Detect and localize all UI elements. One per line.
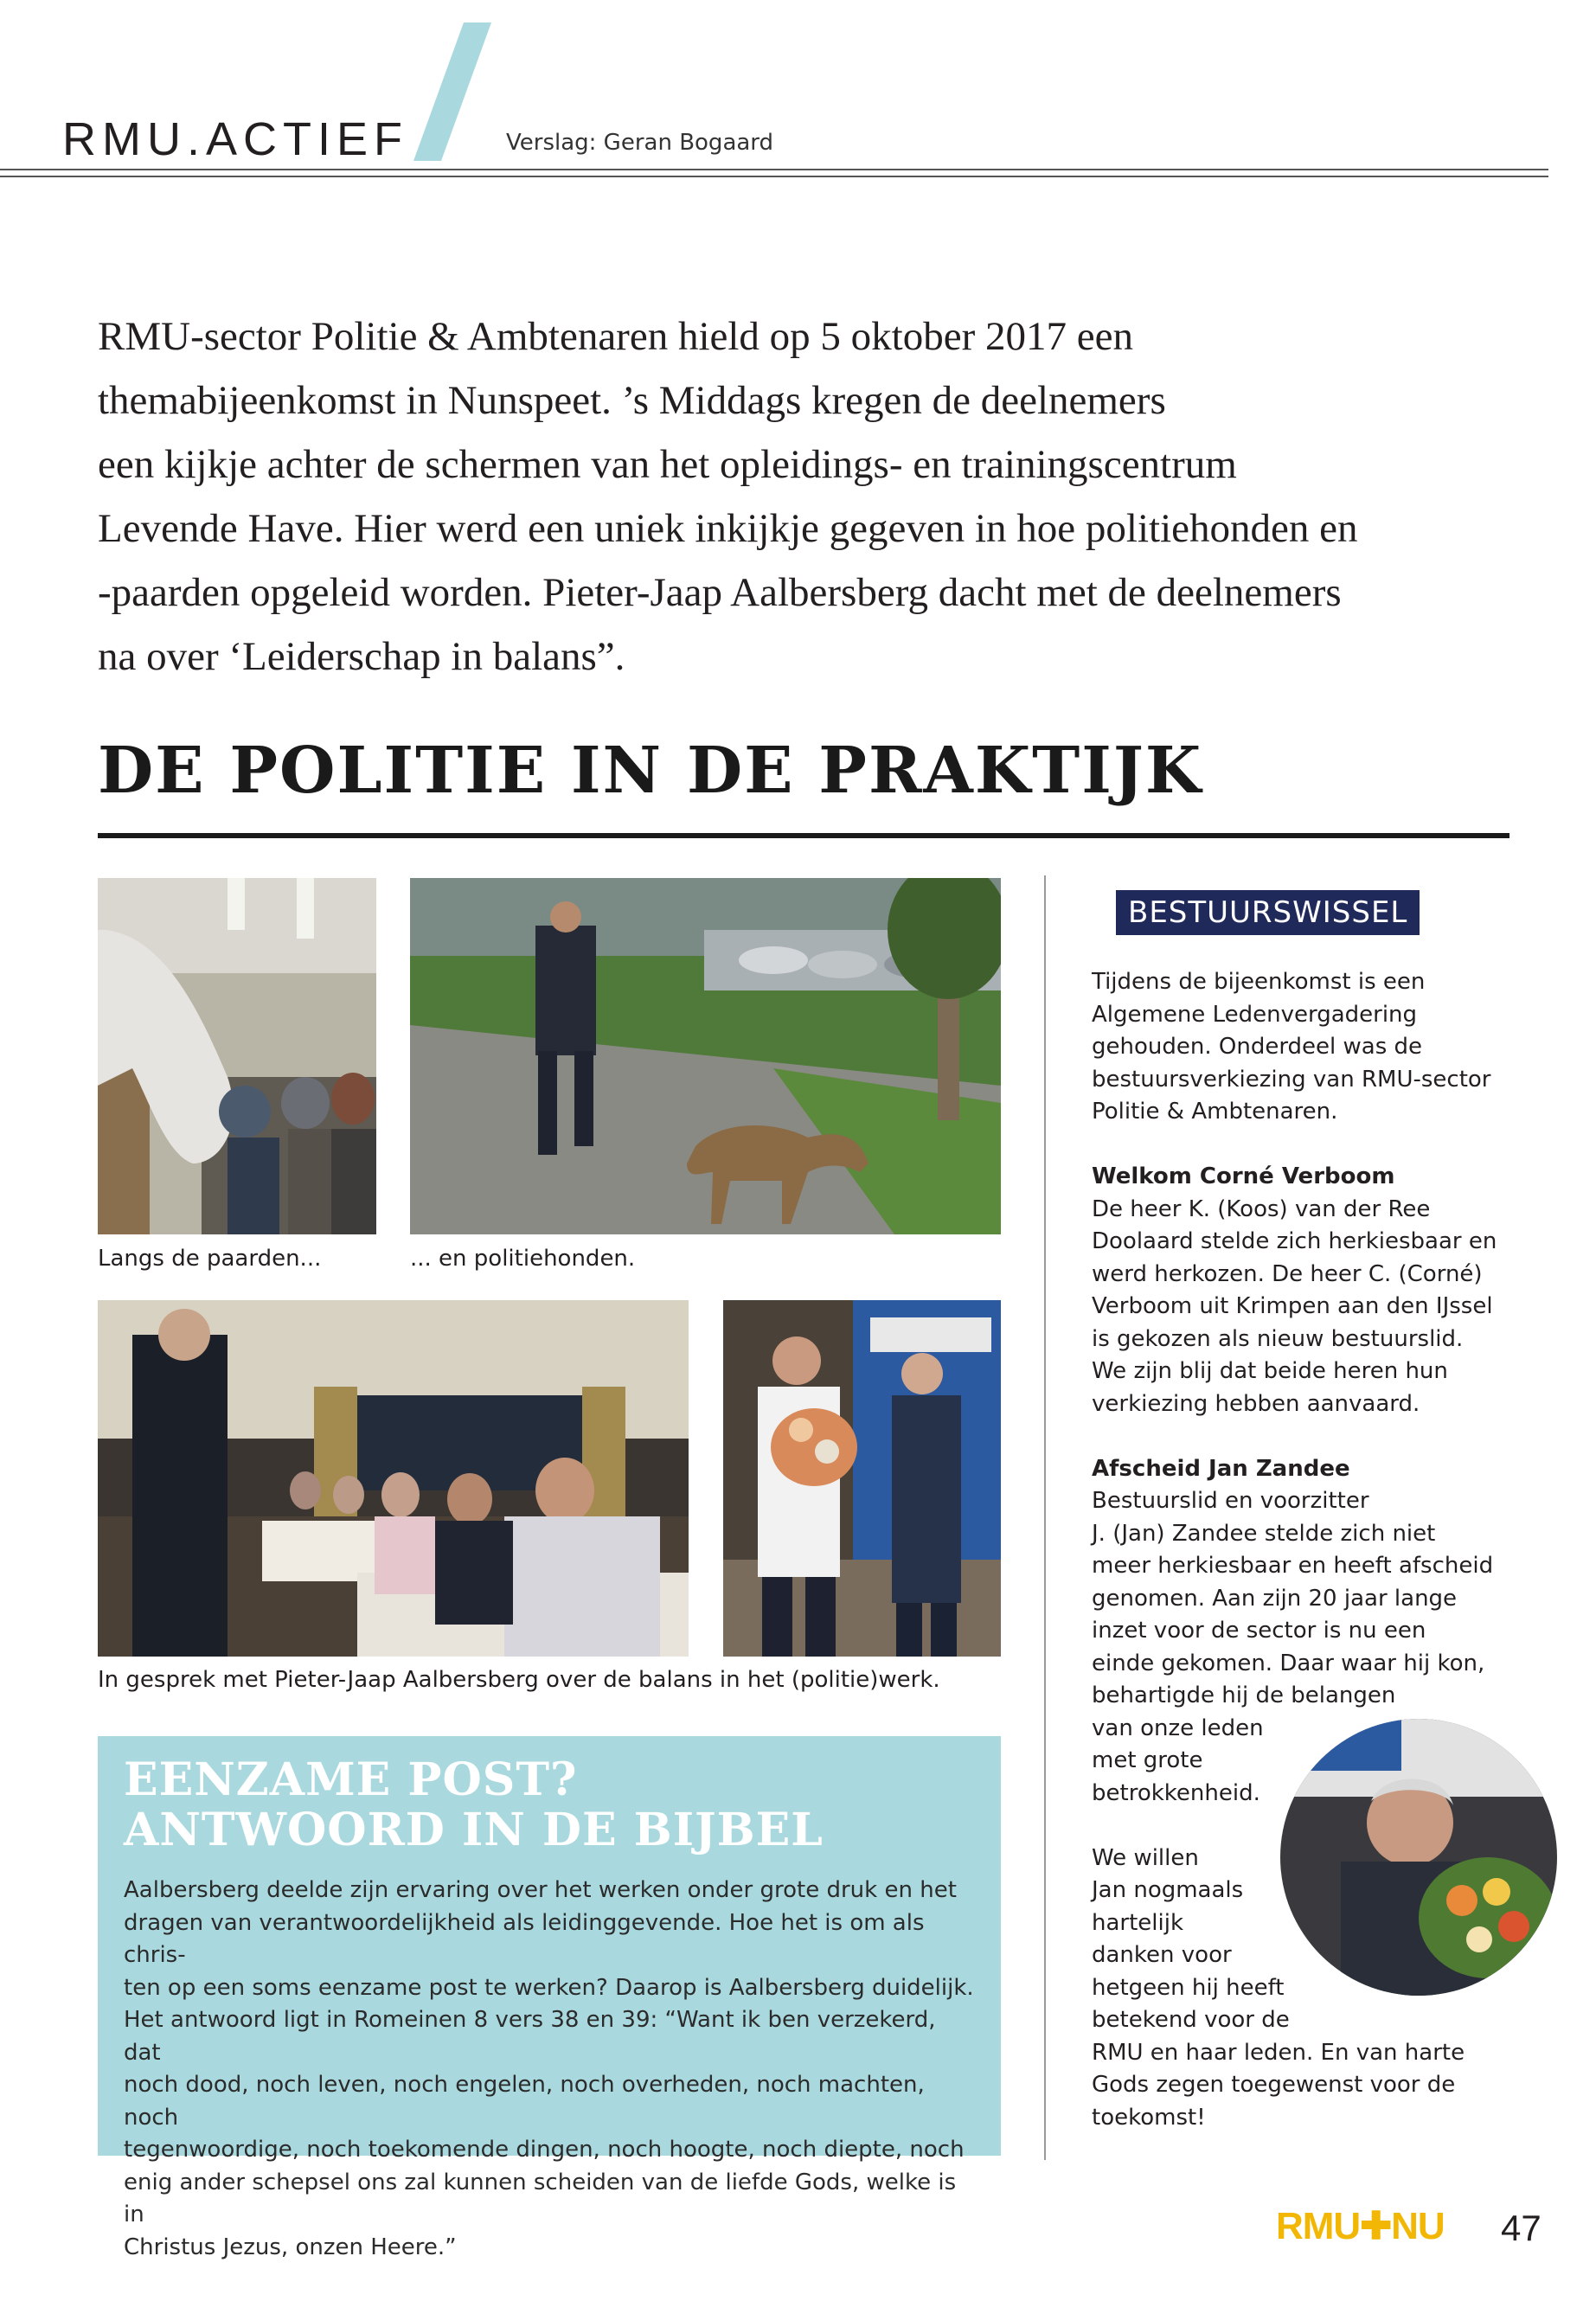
sidebox-lonely-post xyxy=(98,1736,1001,2260)
sidebox-line: noch dood, noch leven, noch engelen, noch overheden, noch machten, noch xyxy=(124,2072,925,2131)
article-headline: DE POLITIE IN DE PRAKTIJK xyxy=(98,734,1203,808)
column-divider xyxy=(1044,875,1046,2160)
brand-logo-cross: ✚ xyxy=(1360,2205,1392,2247)
intro-line: RMU-sector Politie & Ambtenaren hield op 5 oktober 2017 een xyxy=(98,314,1133,359)
sidebar-line: einde gekomen. Daar waar hij kon, xyxy=(1092,1650,1485,1676)
sidebar-line: is gekozen als nieuw bestuurslid. xyxy=(1092,1325,1464,1352)
sidebar-line: betekend voor de xyxy=(1092,2007,1290,2033)
sidebar-line: We zijn blij dat beide heren hun xyxy=(1092,1358,1448,1384)
sidebox-line: enig ander schepsel ons zal kunnen scheiden van de liefde Gods, welke is in xyxy=(124,2169,957,2227)
photo-horse-stable xyxy=(98,878,376,1234)
sidebar-line: Tijdens de bijeenkomst is een xyxy=(1092,969,1426,995)
caption-horses: Langs de paarden... xyxy=(98,1246,322,1272)
intro-line: Levende Have. Hier werd een uniek inkijkje gegeven in hoe politiehonden en xyxy=(98,506,1358,551)
sidebar-line: met grote xyxy=(1092,1747,1203,1773)
sidebox-heading-line: ANTWOORD IN DE BIJBEL xyxy=(124,1804,824,1856)
sidebox-line: Aalbersberg deelde zijn ervaring over het werken onder grote druk en het xyxy=(124,1877,957,1903)
sidebox-body xyxy=(124,1875,975,2264)
sidebox-line: tegenwoordige, noch toekomende dingen, noch hoogte, noch diepte, noch xyxy=(124,2137,965,2163)
intro-line: themabijeenkomst in Nunspeet. ’s Middags kregen de deelnemers xyxy=(98,378,1166,423)
sidebox-heading xyxy=(124,1755,975,1856)
caption-dogs: ... en politiehonden. xyxy=(410,1246,636,1272)
spacer xyxy=(1092,1129,1498,1162)
sidebar-line: hetgeen hij heeft xyxy=(1092,1974,1285,2001)
sidebar-line: Jan nogmaals xyxy=(1092,1877,1244,1903)
sidebar-line: genomen. Aan zijn 20 jaar lange xyxy=(1092,1585,1458,1612)
sidebar-line: Doolaard stelde zich herkiesbaar en xyxy=(1092,1228,1497,1254)
section-name: RMU.ACTIEF xyxy=(62,113,408,165)
sidebar-line: We willen xyxy=(1092,1844,1199,1871)
sidebar-line: van onze leden xyxy=(1092,1715,1264,1741)
photo-flowers-presentation xyxy=(723,1300,1001,1657)
brand-logo xyxy=(1276,2204,1445,2248)
sidebar-line: Gods zegen toegewenst voor de xyxy=(1092,2072,1456,2098)
sidebar-line: Bestuurslid en voorzitter xyxy=(1092,1488,1369,1514)
spacer xyxy=(1092,1420,1498,1453)
sidebox-line: ten op een soms eenzame post te werken? Daarop is Aalbersberg duidelijk. xyxy=(124,1974,974,2001)
sidebar-line: gehouden. Onderdeel was de xyxy=(1092,1034,1423,1060)
sidebar-line: Politie & Ambtenaren. xyxy=(1092,1099,1338,1125)
caption-meeting: In gesprek met Pieter-Jaap Aalbersberg over de balans in het (politie)werk. xyxy=(98,1667,940,1693)
sidebar-line: RMU en haar leden. En van harte xyxy=(1092,2039,1465,2066)
sidebar-line: bestuursverkiezing van RMU-sector xyxy=(1092,1066,1491,1093)
sidebar-subheading-welcome: Welkom Corné Verboom xyxy=(1092,1163,1395,1189)
sidebar-line: danken voor xyxy=(1092,1942,1232,1968)
sidebox-line: Het antwoord ligt in Romeinen 8 vers 38 en 39: “Want ik ben verzekerd, dat xyxy=(124,2007,936,2066)
sidebar-line: toekomst! xyxy=(1092,2104,1206,2131)
photo-police-dog xyxy=(410,878,1001,1234)
sidebar-line: behartigde hij de belangen xyxy=(1092,1682,1396,1708)
sidebar-line: inzet voor de sector is nu een xyxy=(1092,1618,1426,1644)
sidebox-heading-line: EENZAME POST? xyxy=(124,1753,578,1806)
intro-line: na over ‘Leiderschap in balans”. xyxy=(98,634,625,679)
headline-rule xyxy=(98,833,1509,838)
sidebox-line: Christus Jezus, onzen Heere.” xyxy=(124,2234,457,2260)
sidebar-line: De heer K. (Koos) van der Ree xyxy=(1092,1195,1431,1222)
sidebar-line: Verboom uit Krimpen aan den IJssel xyxy=(1092,1293,1493,1319)
header-rule-secondary xyxy=(0,176,1548,177)
sidebox-line: dragen van verantwoordelijkheid als leidinggevende. Hoe het is om als chris- xyxy=(124,1909,925,1968)
brand-logo-right: NU xyxy=(1391,2205,1445,2247)
portrait-jan-zandee xyxy=(1280,1719,1557,1996)
header-rule xyxy=(0,169,1548,170)
sidebar-line: meer herkiesbaar en heeft afscheid xyxy=(1092,1553,1494,1579)
intro-paragraph xyxy=(98,304,1516,689)
sidebar-line: Algemene Ledenvergadering xyxy=(1092,1001,1418,1028)
sidebar-badge: BESTUURSWISSEL xyxy=(1116,890,1420,935)
sidebar-subheading-farewell: Afscheid Jan Zandee xyxy=(1092,1455,1350,1482)
intro-line: een kijkje achter de schermen van het opleidings- en trainingscentrum xyxy=(98,442,1237,487)
header-accent-slash xyxy=(413,22,491,161)
byline: Verslag: Geran Bogaard xyxy=(506,130,774,156)
sidebar-line: J. (Jan) Zandee stelde zich niet xyxy=(1092,1520,1436,1547)
sidebar-line: werd herkozen. De heer C. (Corné) xyxy=(1092,1260,1483,1287)
page-number: 47 xyxy=(1501,2208,1542,2248)
sidebar-line: betrokkenheid. xyxy=(1092,1779,1260,1806)
sidebar-line: hartelijk xyxy=(1092,1909,1184,1936)
photo-meeting-room xyxy=(98,1300,689,1657)
brand-logo-left: RMU xyxy=(1276,2205,1361,2247)
intro-line: -paarden opgeleid worden. Pieter-Jaap Aalbersberg dacht met de deelnemers xyxy=(98,570,1342,615)
sidebar-line: verkiezing hebben aanvaard. xyxy=(1092,1390,1420,1417)
